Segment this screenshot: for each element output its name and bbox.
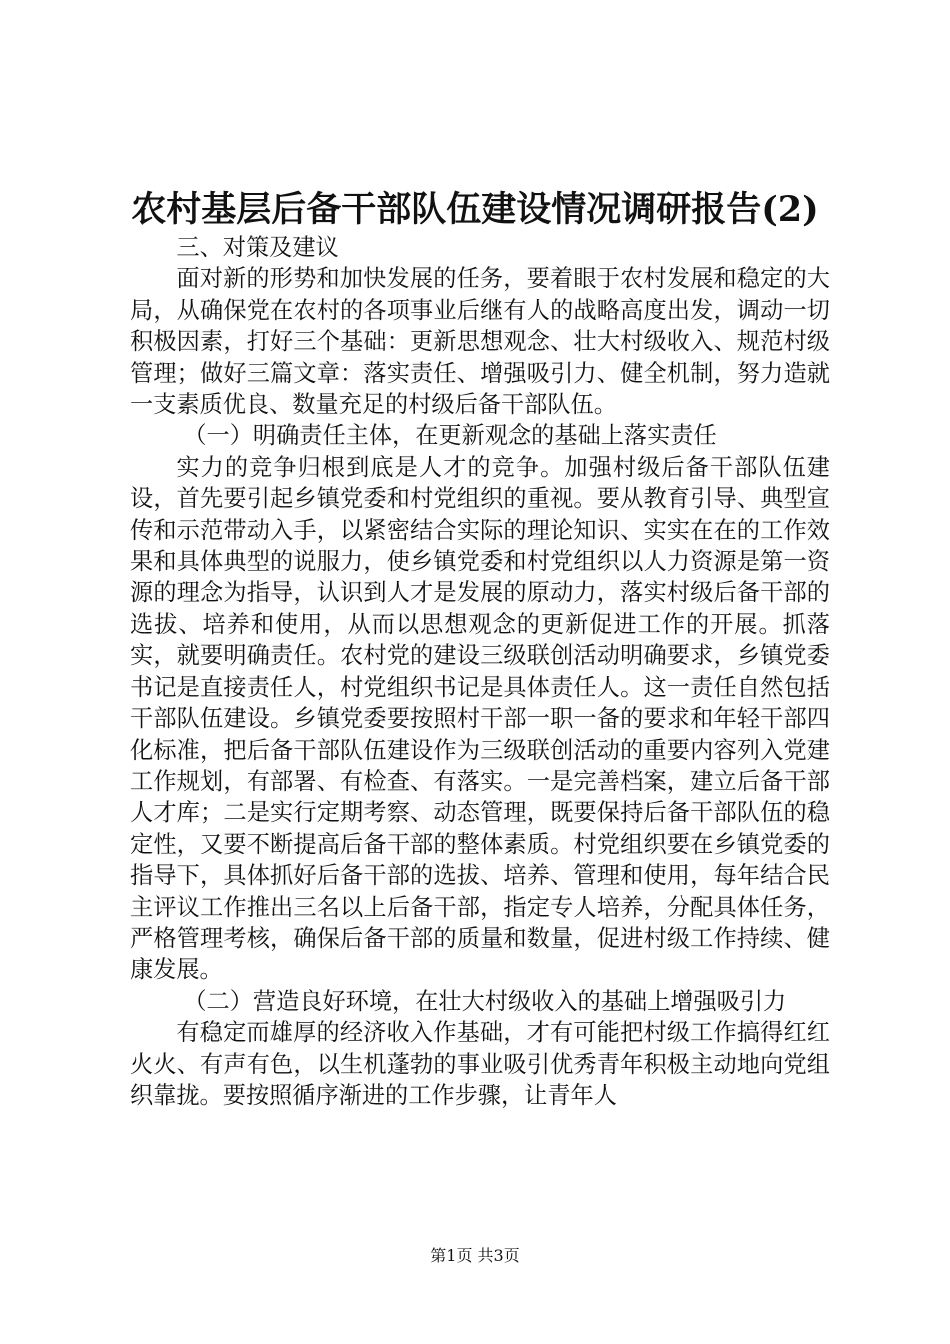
section-heading: 三、对策及建议 bbox=[176, 234, 339, 261]
body-paragraph: 面对新的形势和加快发展的任务，要着眼于农村发展和稳定的大局，从确保党在农村的各项事业后继有人的战略高度出发，调动一切积极因素，打好三个基础：更新思想观念、壮大村级收入、规范村级管理；做好三篇文章：落实责任、增强吸引力、健全机制，努力造就一支素质优良、数量充足的村级后备干部队伍。 bbox=[130, 265, 830, 419]
body-paragraph: 实力的竞争归根到底是人才的竞争。加强村级后备干部队伍建设，首先要引起乡镇党委和村党组织的重视。要从教育引导、典型宣传和示范带动入手，以紧密结合实际的理论知识、实实在在的工作效果和具体典型的说服力，使乡镇党委和村党组织以人力资源是第一资源的理念为指导，认识到人才是发展的原动力，落实村级后备干部的选拔、培养和使用，从而以思想观念的更新促进工作的开展。抓落实，就要明确责任。农村党的建设三级联创活动明确要求，乡镇党委书记是直接责任人，村党组织书记是具体责任人。这一责任自然包括干部队伍建设。乡镇党委要按照村干部一职一备的要求和年轻干部四化标准，把后备干部队伍建设作为三级联创活动的重要内容列入党建工作规划，有部署、有检查、有落实。一是完善档案，建立后备干部人才库；二是实行定期考察、动态管理，既要保持后备干部队伍的稳定性，又要不断提高后备干部的整体素质。村党组织要在乡镇党委的指导下，具体抓好后备干部的选拔、培养、管理和使用，每年结合民主评议工作推出三名以上后备干部，指定专人培养，分配具体任务，严格管理考核，确保后备干部的质量和数量，促进村级工作持续、健康发展。 bbox=[130, 453, 830, 984]
document-body bbox=[130, 232, 830, 1111]
body-paragraph: 有稳定而雄厚的经济收入作基础，才有可能把村级工作搞得红红火火、有声有色，以生机蓬勃的事业吸引优秀青年积极主动地向党组织靠拢。要按照循序渐进的工作步骤，让青年人 bbox=[130, 1019, 830, 1109]
subsection-heading: （一）明确责任主体，在更新观念的基础上落实责任 bbox=[183, 422, 717, 450]
page-number: 第1页 共3页 bbox=[430, 1246, 520, 1265]
document-title: 农村基层后备干部队伍建设情况调研报告(2) bbox=[131, 189, 819, 230]
subsection-heading: （二）营造良好环境，在壮大村级收入的基础上增强吸引力 bbox=[183, 987, 787, 1015]
